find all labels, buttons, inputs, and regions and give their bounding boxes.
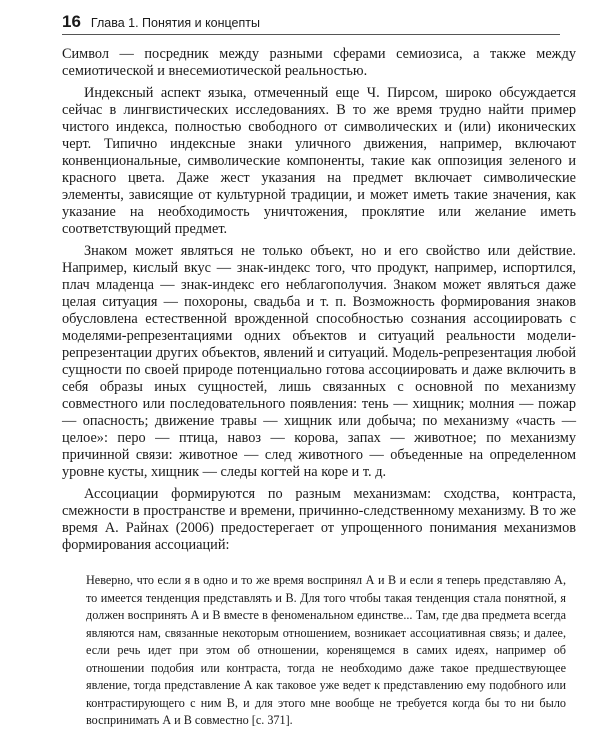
paragraph: Ассоциации формируются по разным механизмам: сходства, контраста, смежности в пространстве и времени, причинно-следственному механизму. В то же время А. Райнах (2006) предостерегает от упрощенного понимания механизмов формирования ассоциаций:: [62, 486, 576, 553]
chapter-title: Глава 1. Понятия и концепты: [90, 16, 260, 30]
header-divider: [62, 34, 560, 35]
paragraph: Индексный аспект языка, отмеченный еще Ч. Пирсом, широко обсуждается сейчас в лингвистических исследованиях. В то же время трудно найти пример чистого индекса, полностью свободного от символических и (или) иконических черт. Типично индексные знаки уличного движения, например, включают конвенциональные, символические компоненты, такие как оппозиция зеленого и красного цвета. Даже жест указания на предмет включает символические элементы, зависящие от культурной традиции, и может иметь такие значения, как указание на необходимость уничтожения, проклятие или желание иметь соответствующий предмет.: [62, 85, 576, 237]
paragraph: Символ — посредник между разными сферами семиозиса, а также между семиотической и внесемиотической реальностью.: [62, 46, 576, 79]
page-number: 16: [62, 12, 81, 31]
block-quote: [86, 572, 566, 730]
quote-text: Неверно, что если я в одно и то же время воспринял А и В и если я теперь представляю А, то имеется тенденция представлять и В. Для того чтобы такая тенденция стала понятной, я должен воспринять А и В вместе в феноменальном единстве... Там, где два предмета всегда являются нам, связанные некоторым отношением, возникает ассоциативная связь; и далее, если речь идет при этом об отношении, коренящемся в самих идеях, например об отношении подобия или контраста, тогда не необходимо даже такое предшествующее явление, тогда представление А как таковое уже ведет к представлению ему подобного или контрастирующего с ним В, и для этого мне вообще не требуется когда бы то ни было воспринимать А и В совместно [с. 371].: [86, 573, 566, 727]
paragraph: Знаком может являться не только объект, но и его свойство или действие. Например, кислый вкус — знак-индекс того, что продукт, например, испортился, плач младенца — знак-индекс его неблагополучия. Знаком может являться даже целая ситуация — похороны, свадьба и т. п. Возможность формирования знаков обусловлена естественной врожденной способностью сознания ассоциировать с моделями-репрезентациями одних объектов и ситуаций реальности модели-репрезентации других объектов, явлений и ситуаций. Модель-репрезентация любой сущности по своей природе потенциально готова ассоциировать и даже включить в себя образы иных сущностей, лишь связанных с основной по механизму совместного или последовательного появления: тень — хищник; молния — пожар — опасность; движение травы — хищник или добыча; по механизму «часть — целое»: перо — птица, навоз — корова, запах — животное; по механизму причинной связи: животное — след животного — объеденные на определенном уровне кусты, хищник — следы когтей на коре и т. д.: [62, 243, 576, 480]
running-header: [62, 12, 560, 34]
main-text: [62, 46, 576, 559]
